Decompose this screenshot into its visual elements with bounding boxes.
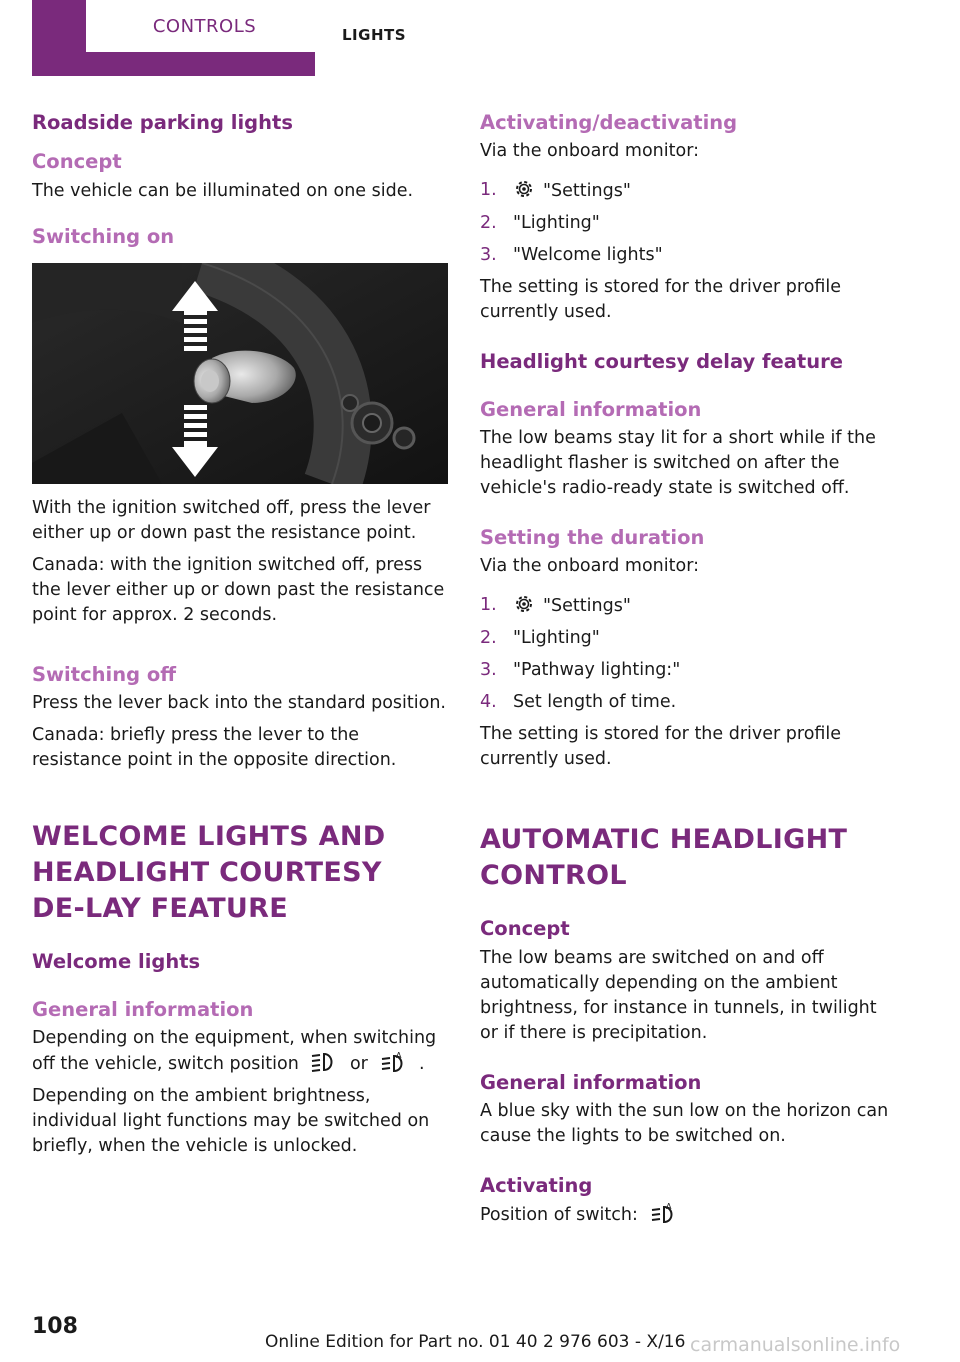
lever-photo bbox=[32, 263, 448, 484]
stored-text: The setting is stored for the driver profile currently used. bbox=[480, 277, 842, 323]
list-item-label: "Welcome lights" bbox=[513, 245, 663, 266]
list-item-label: "Settings" bbox=[543, 181, 631, 202]
gear-icon bbox=[513, 593, 535, 615]
header-tab-inner bbox=[86, 0, 323, 52]
general-info-text1-start: Depending on the equipment, when switching off the vehicle, switch position bbox=[32, 1028, 437, 1075]
list-item-label: "Lighting" bbox=[513, 213, 600, 234]
general-info-title: General information bbox=[32, 997, 254, 1021]
right-column bbox=[480, 108, 896, 1228]
general-info-text1-or: or bbox=[349, 1054, 368, 1075]
concept-title: Concept bbox=[32, 150, 122, 174]
left-column bbox=[32, 108, 448, 1159]
lever-illustration bbox=[32, 263, 448, 484]
switching-on-text1: With the ignition switched off, press the lever either up or down past the resistance point. bbox=[32, 498, 431, 544]
list-item bbox=[480, 243, 896, 268]
list-item-label: Set length of time. bbox=[513, 692, 677, 713]
general-info2-title: General information bbox=[480, 1070, 702, 1094]
general-info-title-right: General information bbox=[480, 397, 702, 421]
general-info-text1 bbox=[32, 1026, 448, 1077]
welcome-main-title: WELCOME LIGHTS AND HEADLIGHT COURTESY DE-LAY FEATURE bbox=[32, 821, 386, 925]
list-item-text bbox=[513, 178, 631, 204]
position-text-row bbox=[480, 1202, 896, 1228]
courtesy-title: Headlight courtesy delay feature bbox=[480, 350, 843, 374]
switching-on-title: Switching on bbox=[32, 224, 175, 248]
list-item-number: 2. bbox=[480, 628, 497, 649]
concept-title-right: Concept bbox=[480, 917, 570, 941]
steps-list-1 bbox=[480, 178, 896, 268]
list-item bbox=[480, 626, 896, 651]
list-item bbox=[480, 593, 896, 619]
stored-text-2: The setting is stored for the driver profile currently used. bbox=[480, 724, 842, 770]
general-info-text2: Depending on the ambient brightness, individual light functions may be switched on briefly, when the vehicle is unlocked. bbox=[32, 1086, 430, 1157]
general-info-text-right: The low beams stay lit for a short while if the headlight flasher is switched on after the vehicle's radio-ready state is switched off. bbox=[480, 428, 876, 499]
list-item bbox=[480, 211, 896, 236]
gear-icon bbox=[513, 178, 535, 200]
auto-headlight-icon bbox=[649, 1202, 677, 1224]
concept-text: The vehicle can be illuminated on one side. bbox=[32, 180, 414, 201]
welcome-title: Welcome lights bbox=[32, 950, 201, 974]
auto-main-title: AUTOMATIC HEADLIGHT CONTROL bbox=[480, 824, 848, 892]
list-item-number: 1. bbox=[480, 595, 497, 616]
page-number: 108 bbox=[32, 1314, 78, 1339]
header-tab-label: CONTROLS bbox=[152, 15, 257, 37]
duration-title: Setting the duration bbox=[480, 526, 705, 550]
switching-on-text2: Canada: with the ignition switched off, press the lever either up or down past the resistance point for approx. 2 seconds. bbox=[32, 555, 445, 626]
list-item-number: 3. bbox=[480, 660, 497, 681]
concept-text-right: The low beams are switched on and off automatically depending on the ambient brightness, for instance in tunnels, in twilight or if there is precipitation. bbox=[480, 947, 877, 1043]
list-item-number: 2. bbox=[480, 213, 497, 234]
watermark: carmanualsonline.info bbox=[690, 1334, 901, 1356]
switching-off-text2: Canada: briefly press the lever to the resistance point in the opposite direction. bbox=[32, 725, 397, 771]
list-item-label: "Pathway lighting:" bbox=[513, 660, 681, 681]
list-item-text bbox=[513, 593, 631, 619]
list-item-label: "Lighting" bbox=[513, 628, 600, 649]
activating-title: Activating/deactivating bbox=[480, 111, 738, 134]
general-info2-text: A blue sky with the sun low on the horizon can cause the lights to be switched on. bbox=[480, 1101, 889, 1147]
footer-edition: Online Edition for Part no. 01 40 2 976 603 - X/16 bbox=[265, 1332, 686, 1352]
roadside-title: Roadside parking lights bbox=[32, 111, 293, 134]
header-tab bbox=[32, 0, 315, 76]
switching-off-text1: Press the lever back into the standard position. bbox=[32, 693, 446, 714]
svg-text:A: A bbox=[666, 1202, 672, 1212]
general-info-text1-end: . bbox=[419, 1054, 425, 1075]
auto-headlight-icon bbox=[379, 1051, 407, 1073]
list-item-label: "Settings" bbox=[543, 596, 631, 617]
steps-list-2 bbox=[480, 593, 896, 715]
list-item bbox=[480, 690, 896, 715]
low-beam-icon bbox=[310, 1051, 338, 1073]
list-item-number: 1. bbox=[480, 180, 497, 201]
list-item-number: 4. bbox=[480, 692, 497, 713]
list-item-number: 3. bbox=[480, 245, 497, 266]
via-monitor-text: Via the onboard monitor: bbox=[480, 141, 699, 162]
header-section-label: LIGHTS bbox=[342, 26, 407, 44]
via-monitor-text-2: Via the onboard monitor: bbox=[480, 556, 699, 577]
svg-text:A: A bbox=[396, 1051, 402, 1061]
list-item bbox=[480, 658, 896, 683]
position-text: Position of switch: bbox=[480, 1205, 638, 1226]
list-item bbox=[480, 178, 896, 204]
switching-off-title: Switching off bbox=[32, 663, 177, 687]
activating2-title: Activating bbox=[480, 1174, 593, 1198]
